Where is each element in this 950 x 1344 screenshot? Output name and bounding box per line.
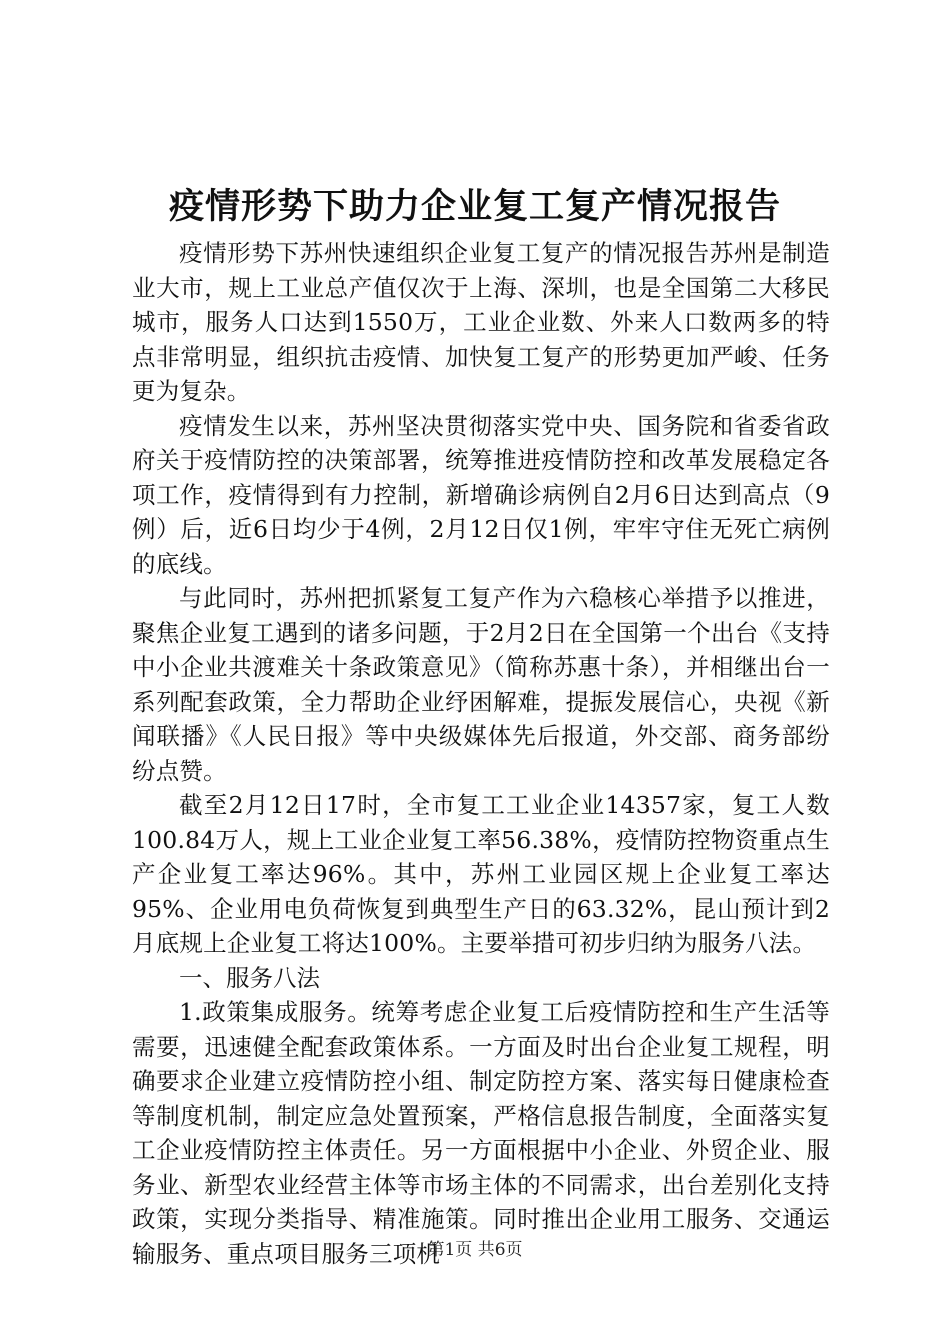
page-number: 第1页 共6页 bbox=[427, 1240, 523, 1260]
paragraph-epidemic-control: 疫情发生以来，苏州坚决贯彻落实党中央、国务院和省委省政府关于疫情防控的决策部署，统筹推进疫情防控和改革发展稳定各项工作，疫情得到有力控制，新增确诊病例自2月6日达到高点（9例）后，近6日均少于4例，2月12日仅1例，牢牢守住无死亡病例的底线。 bbox=[132, 411, 830, 578]
paragraph-intro: 疫情形势下苏州快速组织企业复工复产的情况报告苏州是制造业大市，规上工业总产值仅次于上海、深圳，也是全国第二大移民城市，服务人口达到1550万，工业企业数、外来人口数两多的特点非常明显，组织抗击疫情、加快复工复产的形势更加严峻、任务更为复杂。 bbox=[132, 239, 830, 405]
paragraph-policy-service: 1.政策集成服务。统筹考虑企业复工后疫情防控和生产生活等需要，迅速健全配套政策体系。一方面及时出台企业复工规程，明确要求企业建立疫情防控小组、制定防控方案、落实每日健康检查等制度机制，制定应急处置预案，严格信息报告制度，全面落实复工企业疫情防控主体责任。另一方面根据中小企业、外贸企业、服务业、新型农业经营主体等市场主体的不同需求，出台差别化支持政策，实现分类指导、精准施策。同时推出企业用工服务、交通运输服务、重点项目服务三项机 bbox=[132, 998, 830, 1268]
paragraph-policy: 与此同时，苏州把抓紧复工复产作为六稳核心举措予以推进，聚焦企业复工遇到的诸多问题，于2月2日在全国第一个出台《支持中小企业共渡难关十条政策意见》（简称苏惠十条），并相继出台一系列配套政策，全力帮助企业纾困解难，提振发展信心，央视《新闻联播》《人民日报》等中央级媒体先后报道，外交部、商务部纷纷点赞。 bbox=[132, 584, 830, 785]
document-body bbox=[132, 236, 830, 1271]
document-title: 疫情形势下助力企业复工复产情况报告 bbox=[168, 186, 781, 227]
paragraph-statistics: 截至2月12日17时，全市复工工业企业14357家，复工人数100.84万人，规上工业企业复工率56.38%，疫情防控物资重点生产企业复工率达96%。其中，苏州工业园区规上企业复工率达95%、企业用电负荷恢复到典型生产日的63.32%，昆山预计到2月底规上企业复工将达100%。主要举措可初步归纳为服务八法。 bbox=[132, 791, 830, 957]
section-heading: 一、服务八法 bbox=[179, 963, 320, 992]
